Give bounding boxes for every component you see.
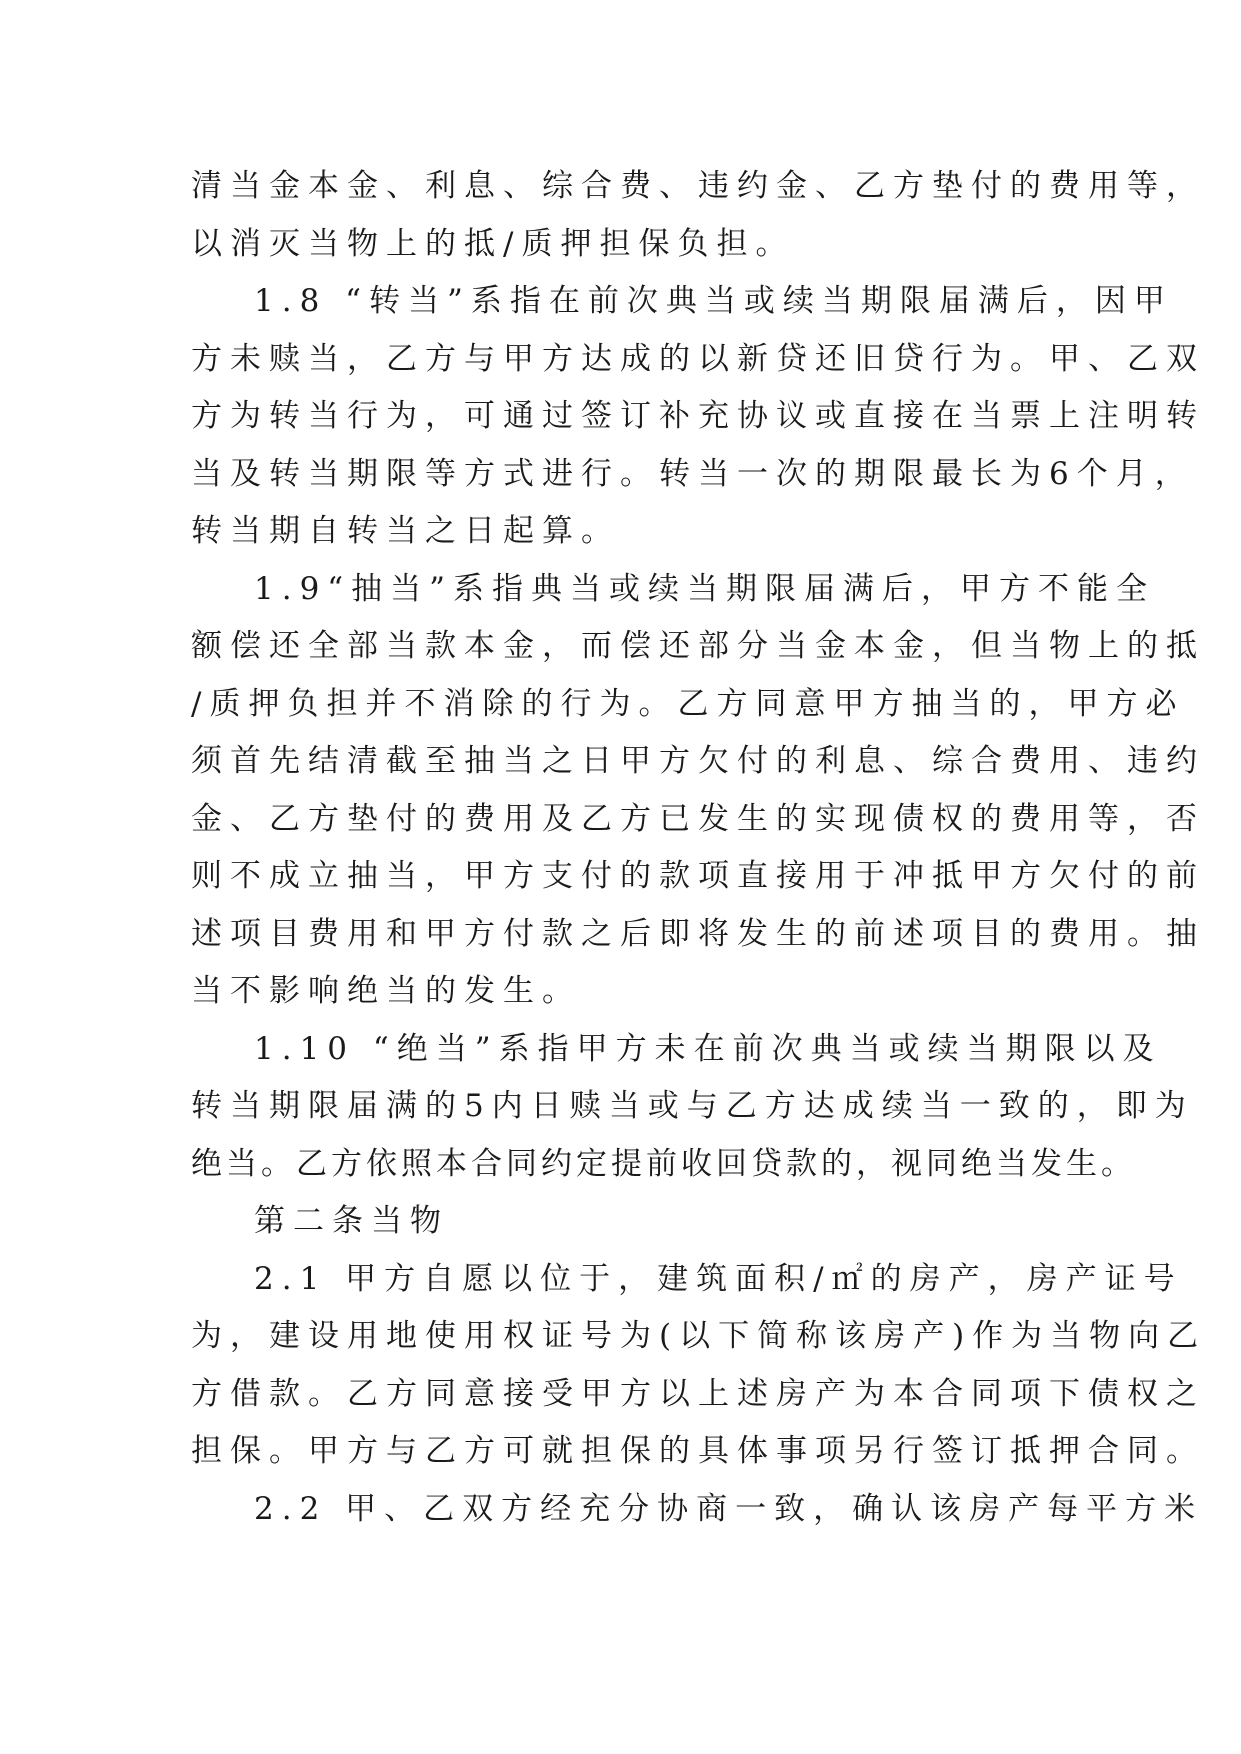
text-line: 当及转当期限等方式进行。转当一次的期限最长为6个月， [191, 455, 1194, 492]
text-line: 2.2 甲、乙双方经充分协商一致，确认该房产每平方米 [254, 1490, 1204, 1527]
text-line: 方借款。乙方同意接受甲方以上述房产为本合同项下债权之 [191, 1375, 1205, 1412]
text-line: 1.9“抽当”系指典当或续当期限届满后，甲方不能全 [254, 570, 1155, 607]
text-line: 2.1 甲方自愿以位于，建筑面积/㎡的房产，房产证号 [254, 1260, 1183, 1297]
document-body [191, 158, 1207, 1538]
text-line: 绝当。乙方依照本合同约定提前收回贷款的，视同绝当发生。 [191, 1145, 1136, 1182]
text-line: 须首先结清截至抽当之日甲方欠付的利息、综合费用、违约 [191, 743, 1205, 779]
section-heading: 第二条当物 [254, 1203, 449, 1239]
text-line: 金、乙方垫付的费用及乙方已发生的实现债权的费用等，否 [191, 800, 1205, 837]
text-line: 额偿还全部当款本金，而偿还部分当金本金，但当物上的抵 [191, 628, 1205, 664]
text-line: 1.8 “转当”系指在前次典当或续当期限届满后，因甲 [254, 283, 1173, 319]
text-line: 转当期限届满的5内日赎当或与乙方达成续当一致的，即为 [191, 1088, 1194, 1124]
text-line: 则不成立抽当，甲方支付的款项直接用于冲抵甲方欠付的前 [191, 858, 1205, 894]
text-line: 当不影响绝当的发生。 [191, 973, 581, 1009]
text-line: 为，建设用地使用权证号为(以下简称该房产)作为当物向乙 [191, 1318, 1207, 1354]
text-line: 方未赎当，乙方与甲方达成的以新贷还旧贷行为。甲、乙双 [191, 340, 1205, 377]
text-line: 方为转当行为，可通过签订补充协议或直接在当票上注明转 [191, 398, 1205, 434]
text-line: 述项目费用和甲方付款之后即将发生的前述项目的费用。抽 [191, 915, 1205, 952]
text-line: /质押负担并不消除的行为。乙方同意甲方抽当的，甲方必 [191, 685, 1185, 722]
text-line: 转当期自转当之日起算。 [191, 513, 620, 549]
text-line: 担保。甲方与乙方可就担保的具体事项另行签订抵押合同。 [191, 1433, 1205, 1469]
text-line: 1.10 “绝当”系指甲方未在前次典当或续当期限以及 [254, 1030, 1162, 1067]
text-line: 清当金本金、利息、综合费、违约金、乙方垫付的费用等， [191, 168, 1205, 204]
text-line: 以消灭当物上的抵/质押担保负担。 [191, 225, 795, 262]
